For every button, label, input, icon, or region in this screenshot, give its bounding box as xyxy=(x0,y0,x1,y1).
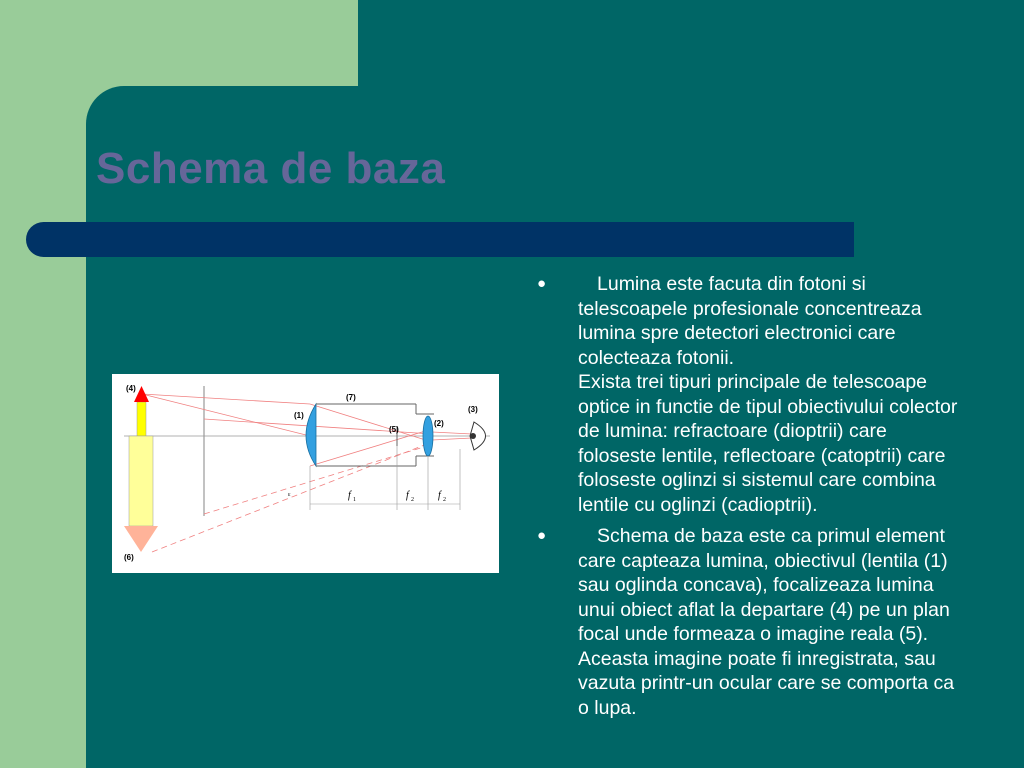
bullet-item xyxy=(533,272,1024,517)
label-focal-image: (5) xyxy=(389,425,399,434)
bullet-line: focal unde formeaza o imagine reala (5). xyxy=(578,623,929,645)
bullet-line: lumina spre detectori electronici care xyxy=(578,322,896,344)
ray-top xyxy=(142,394,310,436)
label-f2b: f xyxy=(438,490,441,501)
label-f2: f xyxy=(406,490,409,501)
ray-eye-a xyxy=(432,432,472,434)
label-f2-sub: 2 xyxy=(411,497,414,503)
image-arrow-shaft xyxy=(129,436,153,526)
label-f1: f xyxy=(348,490,351,501)
ray-top-b xyxy=(142,394,310,404)
object-arrow-shaft xyxy=(137,402,146,436)
ray-dashed xyxy=(152,442,432,552)
bullet-list xyxy=(533,272,1024,727)
bullet-line: o lupa. xyxy=(578,696,637,719)
bullet-line: vazuta printr-un ocular care se comporta ca xyxy=(578,672,955,694)
image-arrow-head xyxy=(124,526,158,552)
bullet-line: foloseste oglinzi si sistemul care combina xyxy=(578,469,936,491)
bullet-line: Schema de baza este ca primul element xyxy=(597,525,945,547)
bullet-line: foloseste lentile, reflectoare (catoptrii) care xyxy=(578,444,946,467)
label-angle: ε xyxy=(288,492,291,498)
bullet-item xyxy=(533,524,1024,720)
label-f2b-sub: 2 xyxy=(443,497,446,503)
ray-eye-b xyxy=(432,438,472,440)
bullet-line: sau oglinda concava), focalizeaza lumina xyxy=(578,574,934,596)
telescope-diagram xyxy=(112,374,499,573)
bullet-line: Aceasta imagine poate fi inregistrata, sau xyxy=(578,647,936,670)
ray-conv-b xyxy=(310,429,432,466)
telescope-schema-svg xyxy=(112,374,499,573)
label-objective: (1) xyxy=(294,411,304,420)
label-image: (6) xyxy=(124,553,134,562)
title-bar xyxy=(26,222,854,257)
bullet-line: telescoapele profesionale concentreaza xyxy=(578,297,922,320)
label-eye: (3) xyxy=(468,405,478,414)
bullet-line: unui obiect aflat la departare (4) pe un plan xyxy=(578,598,950,621)
bullet-line: de lumina: refractoare (dioptrii) care xyxy=(578,420,887,442)
eyepiece-lens xyxy=(423,416,433,456)
bullet-line: lentile cu oglinzi (cadioptrii). xyxy=(578,493,818,516)
label-tube: (7) xyxy=(346,393,356,402)
bullet-line: colecteaza fotonii. xyxy=(578,346,735,369)
bullet-marker: ● xyxy=(537,275,547,292)
bullet-line: optice in functie de tipul obiectivului colector xyxy=(578,395,958,418)
label-f1-sub: 1 xyxy=(353,497,356,503)
bullet-line: Lumina este facuta din fotoni si xyxy=(597,273,866,295)
label-object: (4) xyxy=(126,384,136,393)
label-eyepiece: (2) xyxy=(434,419,444,428)
bullet-line: Exista trei tipuri principale de telescoape xyxy=(578,371,928,393)
eye-pupil xyxy=(470,433,476,439)
bullet-marker: ● xyxy=(537,527,547,544)
bullet-line: care capteaza lumina, obiectivul (lentila (1) xyxy=(578,549,948,572)
slide-title: Schema de baza xyxy=(96,144,446,193)
objective-lens xyxy=(306,404,316,466)
